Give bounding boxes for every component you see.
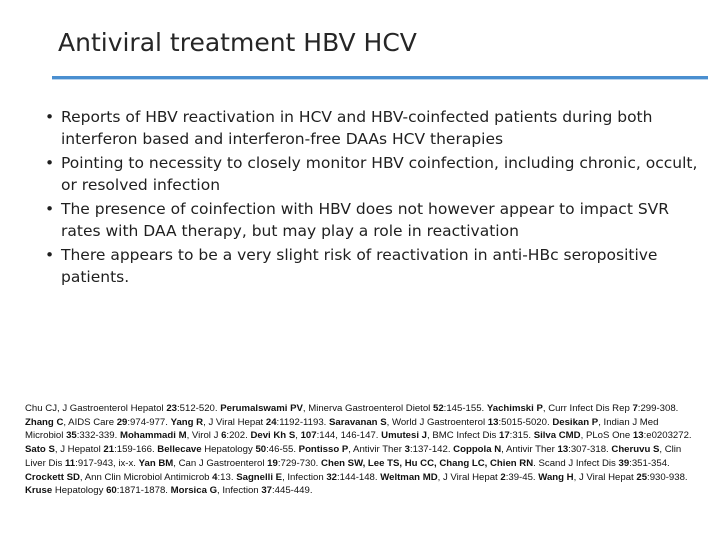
reference-volume: 13 (487, 416, 499, 428)
reference-journal: , AIDS Care (63, 416, 115, 428)
reference-volume: 21 (103, 444, 115, 456)
bullet-text: There appears to be a very slight risk of reactivation in anti-HBc seropositive patients. (61, 246, 658, 286)
title-underline (52, 76, 708, 79)
reference-pages: :1871-1878. (116, 485, 168, 497)
reference-journal: , J Viral Hepat (437, 471, 498, 483)
reference-author: Coppola N (453, 444, 502, 456)
reference-journal: , Curr Infect Dis Rep (542, 403, 630, 414)
reference-author: Yan BM (138, 457, 174, 469)
reference-pages: :351-354. (629, 457, 670, 469)
reference-author: Crockett SD (25, 471, 80, 483)
reference-author: Zhang C (25, 416, 64, 428)
reference-volume: 39 (618, 457, 630, 469)
reference-author: Pontisso P (298, 444, 349, 456)
reference-journal: , Minerva Gastroenterol Dietol (302, 403, 431, 414)
reference-volume: 13 (632, 430, 644, 442)
reference-author: Wang H (538, 471, 574, 483)
reference-pages: :46-55. (266, 444, 296, 456)
reference-journal: , Ann Clin Microbiol Antimicrob (79, 471, 210, 483)
reference-pages: :299-308. (637, 403, 679, 414)
reference-volume: 2 (500, 471, 506, 483)
reference-journal: , Can J Gastroenterol (173, 457, 265, 469)
reference-pages: :144, 146-147. (316, 430, 379, 442)
reference-item (25, 472, 234, 483)
reference-volume: 3 (404, 444, 410, 456)
reference-item (538, 472, 687, 483)
reference-volume: 52 (432, 403, 444, 414)
bullet-marker: • (45, 200, 55, 218)
reference-item (157, 444, 296, 455)
reference-author: Weltman MD (380, 471, 438, 483)
bullet-item (45, 244, 705, 288)
reference-pages: :e0203272. (643, 430, 692, 442)
reference-volume: 50 (255, 444, 267, 456)
reference-journal: , PLoS One (580, 430, 631, 442)
reference-volume: 60 (106, 485, 117, 497)
reference-journal: , World J Gastroenterol (386, 416, 486, 428)
reference-journal: , Infection (217, 485, 259, 497)
reference-author: Mohammadi M (119, 430, 187, 442)
reference-journal: Hepatology (201, 444, 253, 456)
reference-pages: :332-339. (76, 430, 118, 442)
reference-pages: :729-730. (277, 457, 319, 469)
reference-item (250, 430, 378, 441)
reference-journal: , (295, 430, 301, 442)
reference-author: Chen SW, Lee TS, Hu CC, Chang LC, Chien RN (321, 457, 534, 469)
reference-author: Bellecave (157, 444, 202, 456)
reference-volume: 19 (267, 457, 278, 469)
reference-item (171, 417, 327, 428)
reference-author: Sagnelli E (236, 471, 283, 483)
reference-pages: :5015-5020. (498, 416, 550, 428)
reference-item (120, 430, 248, 441)
bullet-marker: • (45, 246, 55, 264)
reference-pages: :315. (509, 430, 532, 442)
reference-pages: :145-155. (443, 403, 485, 414)
reference-author: Silva CMD (533, 430, 581, 442)
bullet-item (45, 152, 705, 196)
reference-pages: :930-938. (647, 471, 688, 483)
reference-author: Desikan P (552, 416, 599, 428)
reference-journal: , J Gastroenterol Hepatol (57, 403, 164, 414)
bullet-item (45, 198, 705, 242)
reference-author: Yang R (170, 416, 204, 428)
reference-journal: , Antivir Ther (348, 444, 402, 456)
reference-pages: :512-520. (177, 403, 218, 414)
slide-title: Antiviral treatment HBV HCV (58, 28, 417, 57)
reference-volume: 29 (116, 416, 128, 428)
bullet-marker: • (45, 154, 55, 172)
reference-author: Devi Kh S (250, 430, 296, 442)
bullet-marker: • (45, 108, 55, 126)
reference-volume: 107 (300, 430, 317, 442)
reference-item (329, 417, 550, 428)
reference-volume: 37 (261, 485, 272, 497)
reference-volume: 25 (636, 471, 648, 483)
reference-volume: 7 (632, 403, 638, 414)
reference-journal: , Antivir Ther (501, 444, 555, 456)
reference-journal: , BMC Infect Dis (427, 430, 497, 442)
reference-item (299, 444, 451, 455)
reference-pages: :137-142. (409, 444, 451, 456)
reference-volume: 24 (265, 416, 277, 428)
reference-journal: , Indian J Med Microbiol (25, 416, 659, 442)
reference-pages: :202. (226, 430, 248, 442)
reference-author: Cheruvu S (611, 444, 660, 456)
reference-journal: , J Viral Hepat (573, 471, 634, 483)
reference-item (139, 458, 319, 469)
reference-pages: :974-977. (127, 416, 168, 428)
reference-item (453, 444, 609, 455)
reference-volume: 4 (212, 471, 218, 483)
bullet-text: Reports of HBV reactivation in HCV and HBV-coinfected patients during both interferon based and interferon-free DAAs HCV therapies (61, 108, 653, 148)
reference-volume: 35 (66, 430, 77, 442)
reference-journal: , J Hepatol (54, 444, 101, 456)
reference-pages: :144-148. (337, 471, 378, 483)
reference-journal: . Scand J Infect Dis (533, 457, 616, 469)
reference-journal: Hepatology (52, 485, 104, 497)
reference-volume: 6 (221, 430, 227, 442)
reference-volume: 13 (557, 444, 569, 456)
reference-item (220, 403, 484, 414)
reference-volume: 32 (326, 471, 338, 483)
bullet-list (45, 106, 705, 290)
reference-volume: 11 (65, 457, 76, 469)
reference-item (380, 472, 535, 483)
reference-item (25, 485, 168, 496)
reference-author: Yachimski P (486, 403, 543, 414)
references-block (25, 402, 697, 498)
reference-item (171, 485, 313, 496)
reference-journal: , Infection (282, 471, 324, 483)
reference-item (321, 458, 670, 469)
reference-pages: :159-166. (114, 444, 155, 456)
reference-volume: 17 (499, 430, 510, 442)
bullet-item (45, 106, 705, 150)
reference-journal: , Clin Liver Dis (25, 444, 682, 469)
reference-author: Kruse (25, 485, 53, 497)
reference-pages: :1192-1193. (276, 416, 327, 428)
reference-item (25, 444, 155, 455)
reference-author: Perumalswami PV (220, 403, 303, 414)
bullet-text: The presence of coinfection with HBV does not however appear to impact SVR rates with DAA therapy, but may play a role in reactivation (61, 200, 670, 240)
reference-journal: , Virol J (186, 430, 219, 442)
reference-item (534, 430, 692, 441)
reference-pages: :307-318. (568, 444, 609, 456)
bullet-text: Pointing to necessity to closely monitor HBV coinfection, including chronic, occult, or resolved infection (61, 154, 698, 194)
reference-author: Saravanan S (329, 416, 387, 428)
reference-pages: :445-449. (271, 485, 313, 497)
reference-journal: , J Viral Hepat (203, 416, 264, 428)
reference-author: Sato S (25, 444, 55, 456)
reference-item (381, 430, 531, 441)
reference-pages: :39-45. (505, 471, 536, 483)
reference-volume: 23 (166, 403, 177, 414)
reference-item (487, 403, 678, 414)
reference-pages: :917-943, ix-x. (75, 457, 136, 469)
reference-author: Morsica G (170, 485, 218, 497)
reference-pages: :13. (217, 471, 234, 483)
reference-item (25, 403, 218, 414)
reference-item (236, 472, 377, 483)
reference-item (25, 417, 168, 428)
reference-author: Umutesi J (381, 430, 428, 442)
reference-author: Chu CJ (25, 403, 57, 414)
